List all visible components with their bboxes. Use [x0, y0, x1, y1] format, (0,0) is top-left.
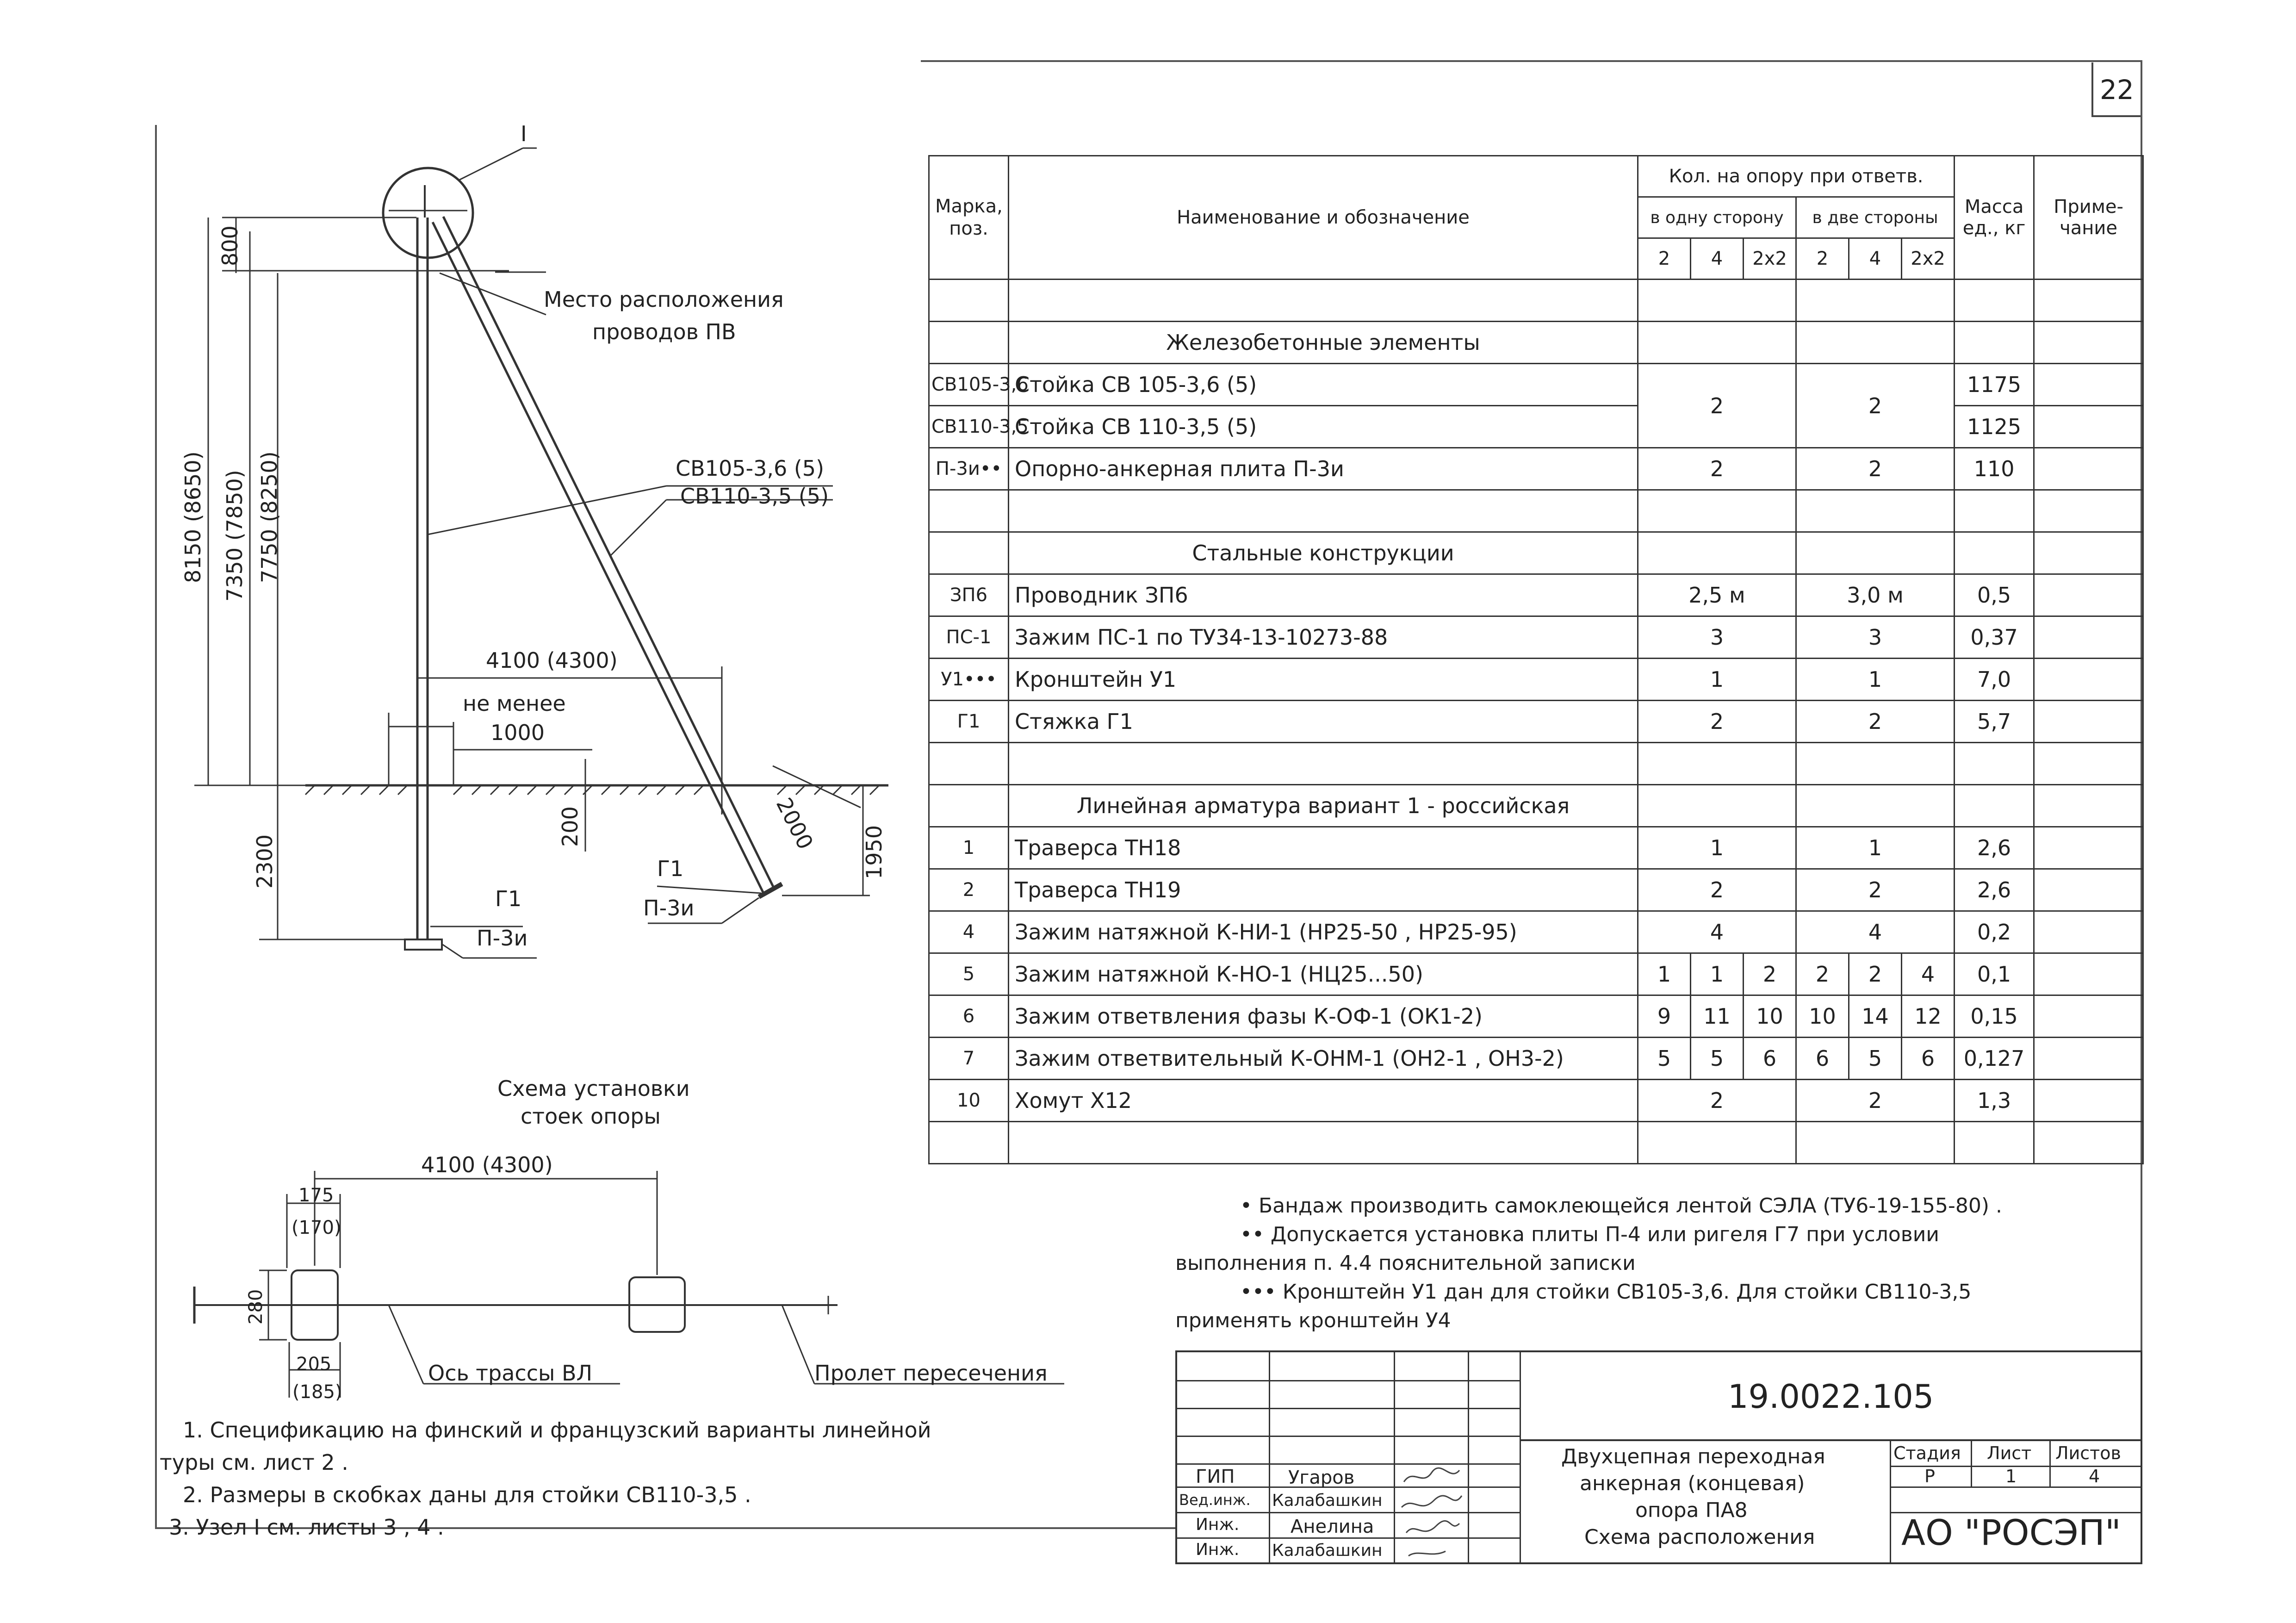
sheet-number: 22 — [2100, 74, 2134, 106]
row-mass: 5,7 — [1955, 701, 2034, 743]
row-mass: 1125 — [1955, 406, 2034, 448]
row-mark: СВ105-3,6 — [929, 364, 1009, 406]
row-name: Стойка СВ 105-3,6 (5) — [1009, 364, 1638, 406]
plan-title-2: стоек опоры — [521, 1104, 661, 1129]
row-mass: 2,6 — [1955, 827, 2034, 869]
table-row — [929, 364, 2143, 406]
row-mass: 1,3 — [1955, 1080, 2034, 1122]
plan-dim-170: (170) — [292, 1217, 341, 1238]
row-qty-two: 2 — [1796, 448, 1955, 490]
row-qty: 12 — [1902, 995, 1955, 1038]
drawing-title-4: Схема расположения — [1584, 1525, 1815, 1549]
row-qty: 5 — [1638, 1038, 1691, 1080]
row-qty-one: 2 — [1638, 364, 1796, 448]
frame-top-line — [921, 60, 2142, 62]
row-qty-one: 1 — [1638, 659, 1796, 701]
table-row — [929, 995, 2143, 1038]
g1-right-label: Г1 — [657, 856, 684, 881]
row-mass: 0,15 — [1955, 995, 2034, 1038]
row-qty-two: 2 — [1796, 701, 1955, 743]
table-row — [929, 701, 2143, 743]
row-name: Зажим натяжной К-НИ-1 (НР25-50 , НР25-95) — [1009, 911, 1638, 953]
sheet-label: Лист — [1987, 1443, 2032, 1463]
row-name: Зажим ПС-1 по ТУ34-13-10273-88 — [1009, 616, 1638, 659]
staff-role: Инж. — [1196, 1540, 1240, 1559]
table-row — [929, 616, 2143, 659]
dim-2300: 2300 — [252, 834, 277, 889]
staff-name: Калабашкин — [1272, 1541, 1383, 1560]
table-row — [929, 322, 2143, 364]
table-row — [929, 448, 2143, 490]
row-mass: 0,127 — [1955, 1038, 2034, 1080]
row-mass: 0,2 — [1955, 911, 2034, 953]
row-qty: 5 — [1849, 1038, 1902, 1080]
footnotes — [1175, 1192, 2147, 1335]
row-qty-two: 3,0 м — [1796, 574, 1955, 616]
row-mass: 1175 — [1955, 364, 2034, 406]
row-qty: 10 — [1744, 995, 1796, 1038]
elevation-drawing — [0, 0, 925, 1018]
header-sub: 2х2 — [1902, 238, 1955, 280]
row-qty: 11 — [1691, 995, 1744, 1038]
stage-value: Р — [1924, 1466, 1935, 1486]
table-row — [929, 532, 2143, 574]
row-qty-two: 2 — [1796, 364, 1955, 448]
row-qty-two: 1 — [1796, 827, 1955, 869]
section-title: Стальные конструкции — [1009, 532, 1638, 574]
plan-dim-205: 205 — [296, 1354, 332, 1375]
table-row — [929, 743, 2143, 785]
plan-dim-280: 280 — [245, 1289, 267, 1325]
row-mark: 6 — [929, 995, 1009, 1038]
row-name: Хомут Х12 — [1009, 1080, 1638, 1122]
g1-left-label: Г1 — [495, 886, 522, 911]
footnote-2a: •• Допускается установка плиты П-4 или ригеля Г7 при условии — [1240, 1223, 1939, 1246]
row-qty-two: 2 — [1796, 1080, 1955, 1122]
drawing-title-1: Двухцепная переходная — [1561, 1445, 1825, 1468]
footnote-1: • Бандаж производить самоклеющейся лентой СЭЛА (ТУ6-19-155-80) . — [1240, 1194, 2003, 1218]
row-mass: 0,37 — [1955, 616, 2034, 659]
table-row — [929, 1080, 2143, 1122]
note-3: 3. Узел I см. листы 3 , 4 . — [169, 1515, 444, 1540]
dim-1950: 1950 — [862, 825, 887, 879]
row-name: Стойка СВ 110-3,5 (5) — [1009, 406, 1638, 448]
row-qty: 6 — [1902, 1038, 1955, 1080]
row-qty-two: 1 — [1796, 659, 1955, 701]
table-row — [929, 406, 2143, 448]
row-name: Зажим натяжной К-НО-1 (НЦ25...50) — [1009, 953, 1638, 995]
footnote-2b: выполнения п. 4.4 пояснительной записки — [1175, 1251, 1636, 1275]
footnote-3a: ••• Кронштейн У1 дан для стойки СВ105-3,6. Для стойки СВ110-3,5 — [1240, 1280, 1972, 1304]
row-qty: 1 — [1691, 953, 1744, 995]
row-name: Траверса ТН18 — [1009, 827, 1638, 869]
row-mark: ПС-1 — [929, 616, 1009, 659]
title-block — [1175, 1350, 2142, 1564]
sheets-label: Листов — [2055, 1443, 2121, 1463]
row-qty-one: 1 — [1638, 827, 1796, 869]
row-qty-two: 4 — [1796, 911, 1955, 953]
table-row — [929, 574, 2143, 616]
row-name: Зажим ответвительный К-ОНМ-1 (ОН2-1 , ОН3-2) — [1009, 1038, 1638, 1080]
table-row — [929, 827, 2143, 869]
row-qty: 2 — [1744, 953, 1796, 995]
header-name: Наименование и обозначение — [1009, 156, 1638, 280]
row-mass: 110 — [1955, 448, 2034, 490]
row-qty: 4 — [1902, 953, 1955, 995]
row-qty: 1 — [1638, 953, 1691, 995]
row-qty: 5 — [1691, 1038, 1744, 1080]
table-row — [929, 953, 2143, 995]
signature-scribbles — [1395, 1463, 1469, 1563]
row-qty-two: 3 — [1796, 616, 1955, 659]
pole-label-1: СВ105-3,6 (5) — [676, 456, 825, 481]
header-mark: Марка, поз. — [929, 156, 1009, 280]
row-mark: 4 — [929, 911, 1009, 953]
dim-200: 200 — [558, 806, 583, 847]
header-mass: Масса ед., кг — [1955, 156, 2034, 280]
table-row — [929, 280, 2143, 322]
sheet-value: 1 — [2005, 1466, 2017, 1486]
row-qty: 6 — [1744, 1038, 1796, 1080]
row-mark: П-3и•• — [929, 448, 1009, 490]
dim-8150: 8150 (8650) — [180, 451, 205, 583]
row-qty-one: 2 — [1638, 701, 1796, 743]
note-2: 2. Размеры в скобках даны для стойки СВ110-3,5 . — [183, 1482, 751, 1507]
row-mark: У1••• — [929, 659, 1009, 701]
row-mark: 7 — [929, 1038, 1009, 1080]
table-row — [929, 1038, 2143, 1080]
dim-1000: 1000 — [490, 720, 545, 745]
dim-800: 800 — [217, 225, 242, 266]
row-mark: Г1 — [929, 701, 1009, 743]
dim-7350: 7350 (7850) — [222, 470, 247, 602]
header-sub: 2 — [1638, 238, 1691, 280]
location-label-1: Место расположения — [544, 287, 784, 312]
row-mark: 2 — [929, 869, 1009, 911]
row-mass: 0,1 — [1955, 953, 2034, 995]
row-qty-one: 2 — [1638, 869, 1796, 911]
row-mark: 10 — [929, 1080, 1009, 1122]
row-name: Стяжка Г1 — [1009, 701, 1638, 743]
stage-label: Стадия — [1893, 1443, 1961, 1463]
footnote-3b: применять кронштейн У4 — [1175, 1309, 1451, 1332]
section-title: Линейная арматура вариант 1 - российская — [1009, 785, 1638, 827]
callout-mark: I — [521, 121, 527, 146]
p3i-right-label: П-3и — [643, 895, 695, 920]
note-1a: 1. Спецификацию на финский и французский варианты линейной — [183, 1418, 931, 1443]
section-title: Железобетонные элементы — [1009, 322, 1638, 364]
row-qty: 2 — [1849, 953, 1902, 995]
dim-7750: 7750 (8250) — [257, 451, 282, 583]
staff-role: ГИП — [1196, 1466, 1235, 1487]
row-qty-one: 4 — [1638, 911, 1796, 953]
row-name: Опорно-анкерная плита П-3и — [1009, 448, 1638, 490]
row-name: Проводник ЗП6 — [1009, 574, 1638, 616]
table-row — [929, 785, 2143, 827]
table-row — [929, 1122, 2143, 1164]
row-qty-one: 2 — [1638, 1080, 1796, 1122]
plan-dim-185: (185) — [292, 1381, 342, 1403]
location-label-2: проводов ПВ — [592, 319, 736, 344]
drawing-title-3: опора ПА8 — [1635, 1499, 1748, 1522]
plan-axis-label: Ось трассы ВЛ — [428, 1361, 593, 1386]
row-name: Траверса ТН19 — [1009, 869, 1638, 911]
drawing-code: 19.0022.105 — [1728, 1378, 1934, 1416]
row-qty: 10 — [1796, 995, 1849, 1038]
note-1b: туры см. лист 2 . — [160, 1450, 348, 1475]
staff-name: Калабашкин — [1272, 1491, 1383, 1510]
row-mass: 2,6 — [1955, 869, 2034, 911]
row-mass: 0,5 — [1955, 574, 2034, 616]
drawing-title-2: анкерная (концевая) — [1580, 1472, 1805, 1495]
not-less-label: не менее — [463, 691, 566, 716]
pole-label-2: СВ110-3,5 (5) — [680, 484, 829, 509]
general-notes — [160, 1414, 931, 1543]
row-qty: 2 — [1796, 953, 1849, 995]
plan-dim-4100: 4100 (4300) — [421, 1152, 553, 1177]
header-sub: 2 — [1796, 238, 1849, 280]
row-qty-one: 3 — [1638, 616, 1796, 659]
table-row — [929, 869, 2143, 911]
header-sub: 4 — [1691, 238, 1744, 280]
plan-dim-175: 175 — [298, 1185, 334, 1206]
header-note: Приме-чание — [2034, 156, 2143, 280]
header-qty: Кол. на опору при ответв. — [1638, 156, 1955, 197]
table-header-row — [929, 156, 2143, 197]
plan-title-1: Схема установки — [497, 1076, 690, 1101]
row-mark: 5 — [929, 953, 1009, 995]
row-qty-two: 2 — [1796, 869, 1955, 911]
sheets-value: 4 — [2089, 1466, 2100, 1486]
p3i-left-label: П-3и — [477, 926, 528, 951]
row-mark: СВ110-3,5 — [929, 406, 1009, 448]
row-mark: ЗП6 — [929, 574, 1009, 616]
row-mark: 1 — [929, 827, 1009, 869]
plan-span-label: Пролет пересечения — [814, 1361, 1048, 1386]
row-qty-one: 2,5 м — [1638, 574, 1796, 616]
company-name: АО "РОСЭП" — [1901, 1512, 2121, 1553]
row-name: Зажим ответвления фазы К-ОФ-1 (ОК1-2) — [1009, 995, 1638, 1038]
dim-2000: 2000 — [771, 794, 819, 853]
header-sub: 4 — [1849, 238, 1902, 280]
row-qty: 6 — [1796, 1038, 1849, 1080]
table-row — [929, 911, 2143, 953]
staff-role: Инж. — [1196, 1515, 1240, 1534]
staff-name: Анелина — [1291, 1516, 1374, 1537]
dim-4100: 4100 (4300) — [486, 648, 618, 673]
row-qty: 9 — [1638, 995, 1691, 1038]
header-two-sides: в две стороны — [1796, 197, 1955, 238]
header-one-side: в одну сторону — [1638, 197, 1796, 238]
row-name: Кронштейн У1 — [1009, 659, 1638, 701]
header-sub: 2х2 — [1744, 238, 1796, 280]
row-qty: 14 — [1849, 995, 1902, 1038]
table-row — [929, 490, 2143, 532]
row-qty-one: 2 — [1638, 448, 1796, 490]
row-mass: 7,0 — [1955, 659, 2034, 701]
table-row — [929, 659, 2143, 701]
staff-name: Угаров — [1288, 1467, 1355, 1488]
staff-role: Вед.инж. — [1179, 1491, 1251, 1509]
specification-table — [928, 155, 2144, 1164]
